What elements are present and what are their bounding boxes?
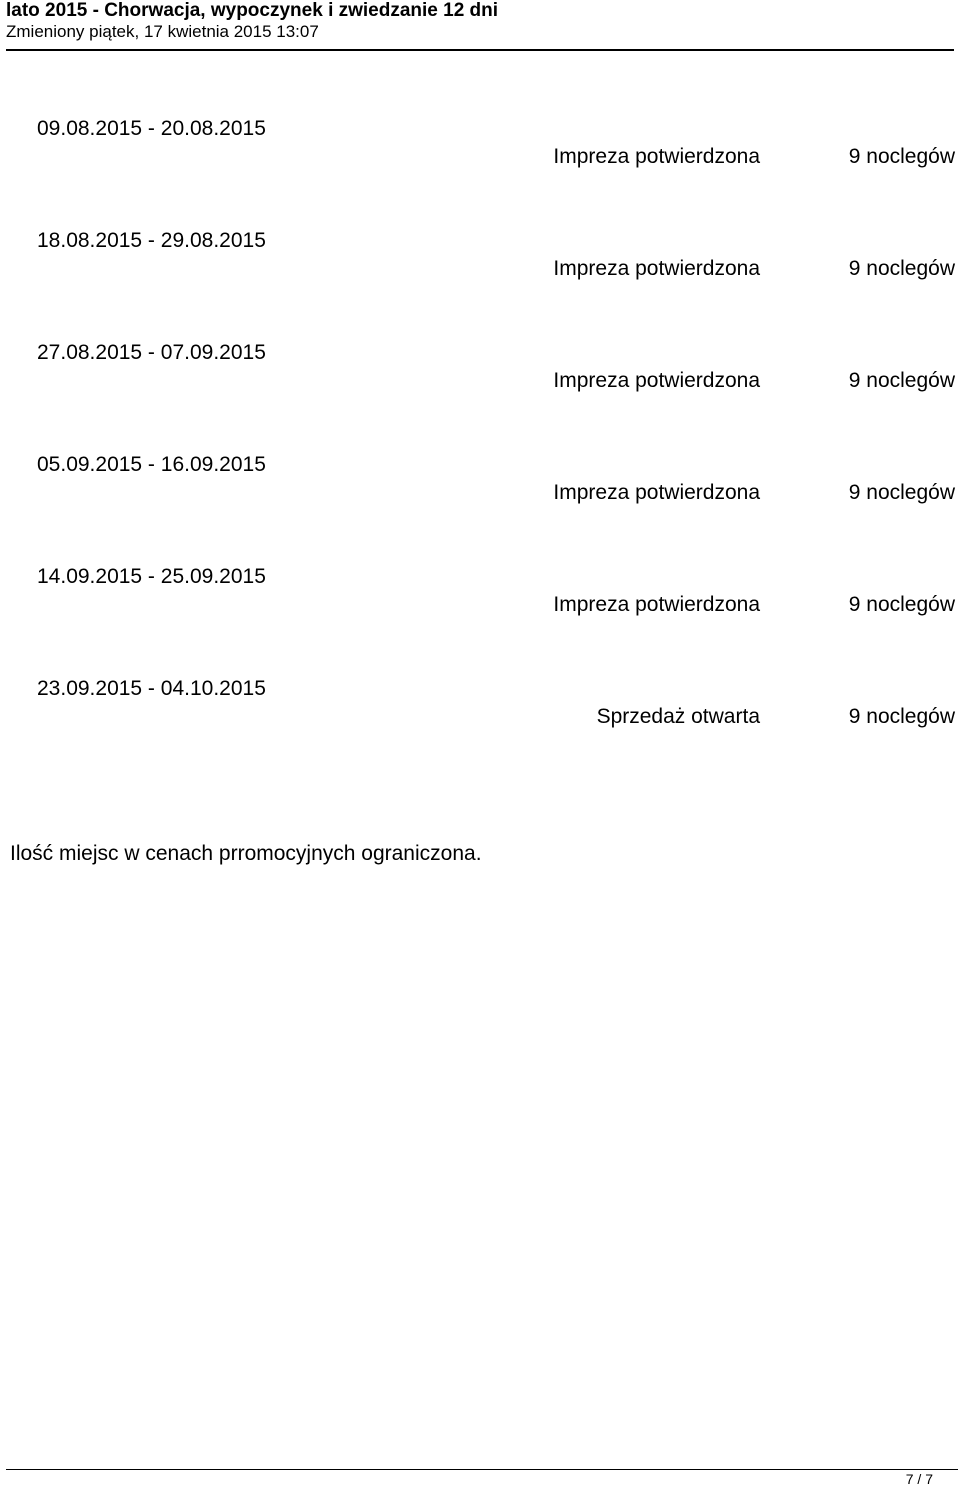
term-status: Impreza potwierdzona [553, 593, 760, 616]
term-nights: 9 noclegów [848, 593, 955, 616]
term-status: Impreza potwierdzona [553, 145, 760, 168]
term-nights: 9 noclegów [848, 705, 955, 728]
term-row [0, 453, 960, 513]
limited-seats-note: Ilość miejsc w cenach prromocyjnych ograniczona. [10, 842, 482, 865]
term-nights: 9 noclegów [848, 257, 955, 280]
term-status: Impreza potwierdzona [553, 369, 760, 392]
document-title: lato 2015 - Chorwacja, wypoczynek i zwiedzanie 12 dni [6, 0, 499, 21]
modified-date: Zmieniony piątek, 17 kwietnia 2015 13:07 [6, 22, 319, 41]
term-row [0, 229, 960, 289]
term-nights: 9 noclegów [848, 145, 955, 168]
term-nights: 9 noclegów [848, 369, 955, 392]
term-row [0, 677, 960, 737]
term-dates: 05.09.2015 - 16.09.2015 [37, 453, 266, 476]
term-dates: 09.08.2015 - 20.08.2015 [37, 117, 266, 140]
term-status: Sprzedaż otwarta [596, 705, 760, 728]
term-row [0, 565, 960, 625]
term-row [0, 117, 960, 177]
term-dates: 18.08.2015 - 29.08.2015 [37, 229, 266, 252]
page-number: 7 / 7 [905, 1471, 933, 1487]
term-nights: 9 noclegów [848, 481, 955, 504]
footer-divider [6, 1469, 958, 1470]
term-dates: 27.08.2015 - 07.09.2015 [37, 341, 266, 364]
term-dates: 23.09.2015 - 04.10.2015 [37, 677, 266, 700]
term-row [0, 341, 960, 401]
term-dates: 14.09.2015 - 25.09.2015 [37, 565, 266, 588]
term-status: Impreza potwierdzona [553, 481, 760, 504]
header-divider [6, 49, 954, 51]
term-status: Impreza potwierdzona [553, 257, 760, 280]
